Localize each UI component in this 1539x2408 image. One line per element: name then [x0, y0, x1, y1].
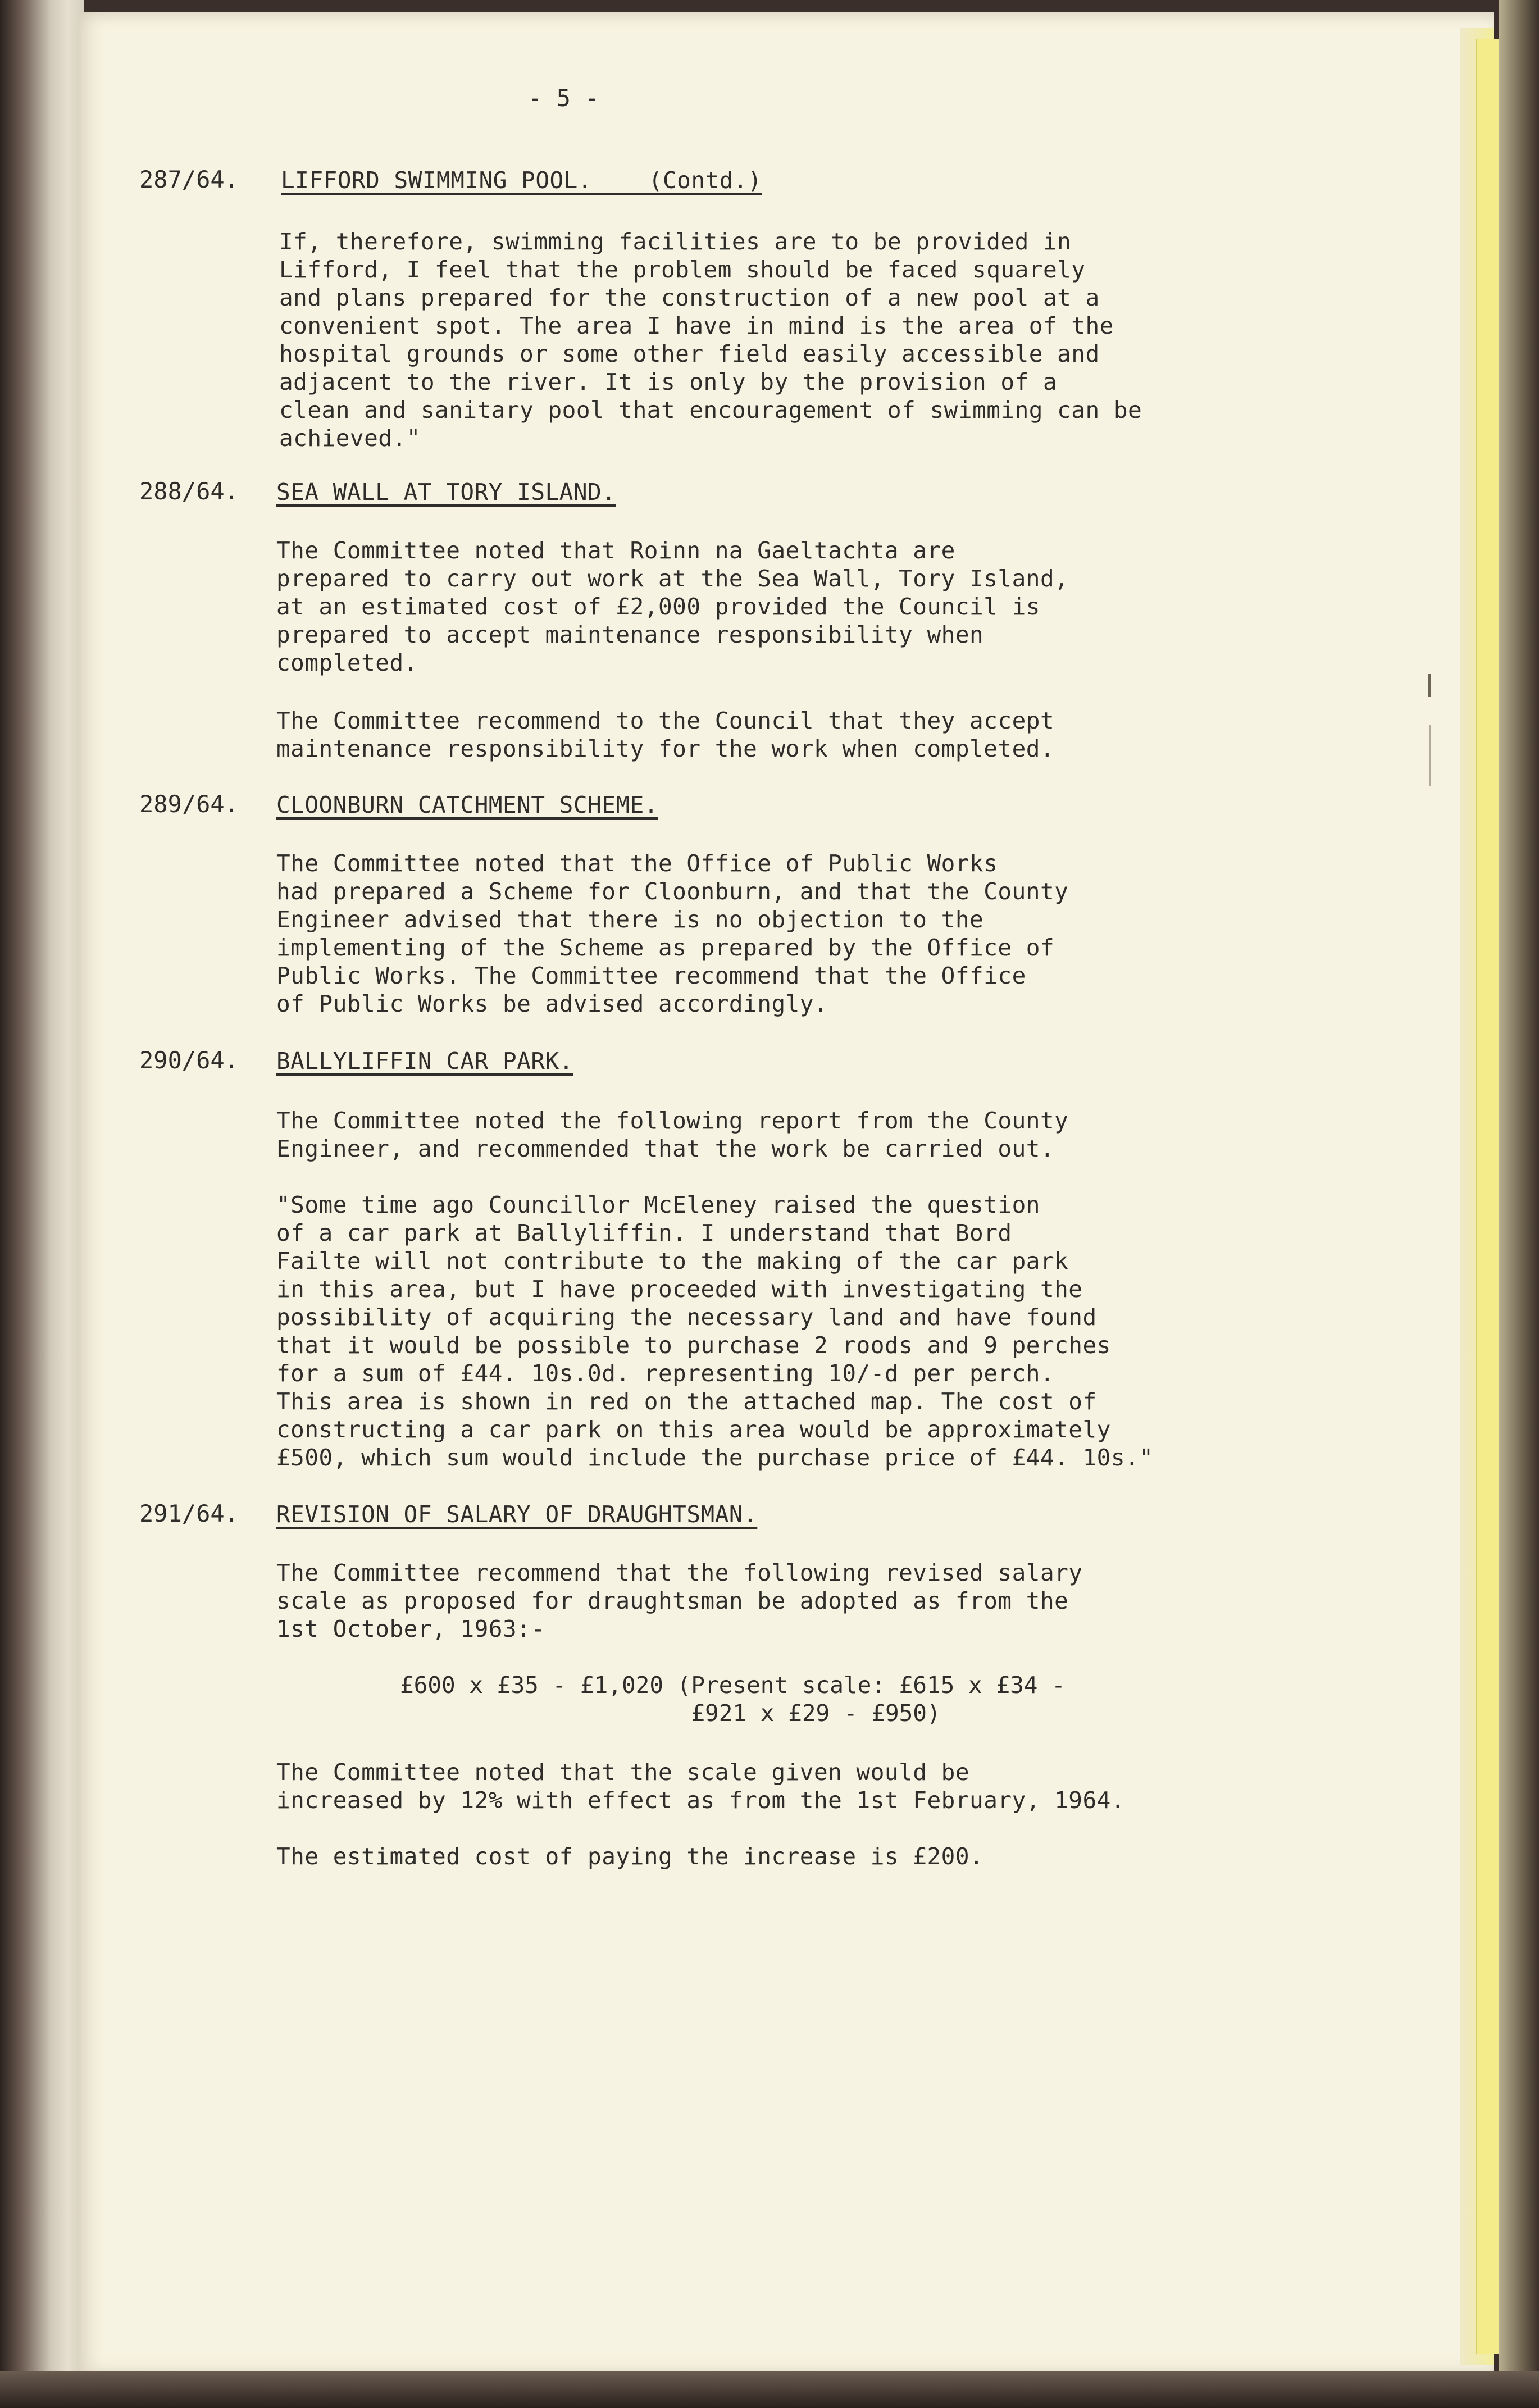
paragraph: The Committee recommend to the Council that they accept maintenance responsibility for the work when completed. [276, 707, 1055, 762]
book-bottom-edge [0, 2371, 1539, 2408]
item-heading: SEA WALL AT TORY ISLAND. [276, 479, 616, 506]
book-binding [0, 0, 84, 2408]
item-number: 290/64. [139, 1046, 239, 1074]
paragraph: If, therefore, swimming facilities are to be provided in Lifford, I feel that the problem should be faced squarely and plans prepared for the construction of a new pool at a convenient spot. The area I have in mind is the area of the hospital grounds or some other field easily accessible and adjacent to the river. It is only by the provision of a clean and sanitary pool that encouragement of swimming can be achieved." [279, 228, 1142, 452]
paragraph: The Committee noted that the scale given would be increased by 12% with effect as from the 1st February, 1964. [276, 1759, 1126, 1814]
yellow-tab-strip [1476, 39, 1500, 2354]
page-number: - 5 - [528, 84, 599, 112]
item-heading: CLOONBURN CATCHMENT SCHEME. [276, 791, 658, 818]
salary-scale-line: £921 x £29 - £950) [400, 1700, 941, 1727]
book-cover-edge [1499, 0, 1539, 2408]
paragraph: The Committee noted the following report from the County Engineer, and recommended that the work be carried out. [276, 1107, 1069, 1162]
margin-mark [1429, 725, 1431, 786]
item-number: 291/64. [139, 1500, 239, 1527]
item-number: 287/64. [139, 166, 239, 193]
paragraph: The Committee noted that the Office of Public Works had prepared a Scheme for Cloonburn, and that the County Engineer advised that there is no objection to the implementing of the Scheme as prepared by the Office of Public Works. The Committee recommend that the Office of Public Works be advised accordingly. [276, 850, 1069, 1017]
paragraph: The estimated cost of paying the increase is £200. [276, 1843, 984, 1870]
paragraph: "Some time ago Councillor McEleney raised the question of a car park at Ballyliffin. I understand that Bord Failte will not contribute to the making of the car park in this area, but I have proceeded with investigating the possibility of acquiring the necessary land and have found that it would be possible to purchase 2 roods and 9 perches for a sum of £44. 10s.0d. representing 10/-d per perch. This area is shown in red on the attached map. The cost of constructing a car park on this area would be approximately £500, which sum would include the purchase price of £44. 10s." [276, 1191, 1154, 1471]
item-number: 289/64. [139, 790, 239, 818]
paragraph: The Committee recommend that the following revised salary scale as proposed for draughtsman be adopted as from the 1st October, 1963:- [276, 1559, 1083, 1642]
item-heading: REVISION OF SALARY OF DRAUGHTSMAN. [276, 1501, 758, 1528]
item-number: 288/64. [139, 477, 239, 505]
paragraph: The Committee noted that Roinn na Gaeltachta are prepared to carry out work at the Sea Wall, Tory Island, at an estimated cost of £2,000 provided the Council is prepared to accept maintenance responsibility when completed. [276, 537, 1069, 676]
margin-mark [1428, 674, 1431, 697]
item-heading: BALLYLIFFIN CAR PARK. [276, 1048, 573, 1075]
salary-scale-line: £600 x £35 - £1,020 (Present scale: £615 x £34 - [400, 1672, 1066, 1699]
item-heading: LIFFORD SWIMMING POOL. (Contd.) [281, 167, 762, 194]
